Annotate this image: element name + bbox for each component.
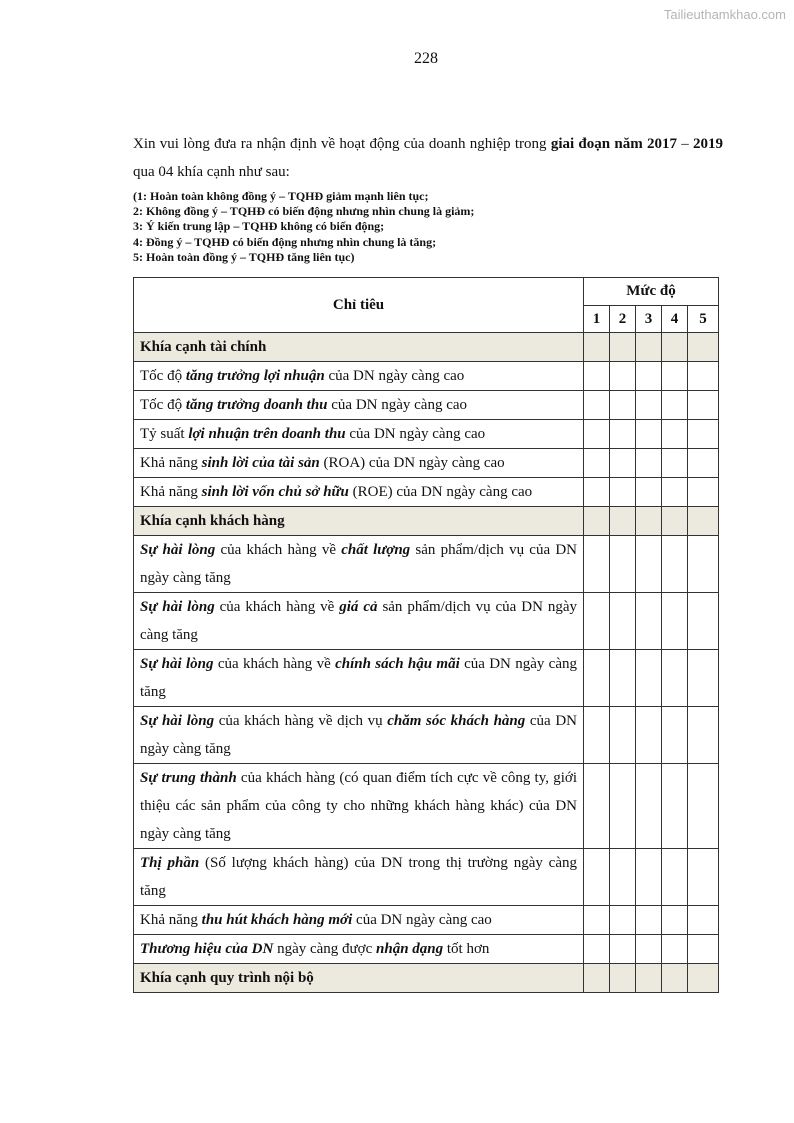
table-row (134, 362, 719, 391)
criterion-text: Sự hài lòng của khách hàng về giá cả sản phẩm/dịch vụ của DN ngày càng tăng (134, 593, 584, 650)
rating-cell[interactable] (636, 764, 662, 849)
criterion-text: Sự hài lòng của khách hàng về chính sách hậu mãi của DN ngày càng tăng (134, 650, 584, 707)
criterion-text: Khả năng sinh lời vốn chủ sở hữu (ROE) của DN ngày càng cao (134, 478, 584, 507)
rating-cell[interactable] (662, 536, 688, 593)
rating-cell[interactable] (636, 650, 662, 707)
rating-cell[interactable] (688, 507, 719, 536)
rating-cell[interactable] (662, 420, 688, 449)
table-row (134, 536, 719, 593)
rating-cell[interactable] (584, 478, 610, 507)
rating-cell[interactable] (662, 906, 688, 935)
survey-table (133, 277, 719, 993)
rating-legend (133, 189, 723, 265)
rating-cell[interactable] (662, 478, 688, 507)
level-3-header: 3 (636, 306, 662, 333)
criterion-text: Sự hài lòng của khách hàng về dịch vụ chăm sóc khách hàng của DN ngày càng tăng (134, 707, 584, 764)
table-row (134, 420, 719, 449)
rating-cell[interactable] (636, 391, 662, 420)
rating-cell[interactable] (610, 650, 636, 707)
rating-cell[interactable] (610, 964, 636, 993)
table-row (134, 906, 719, 935)
rating-cell[interactable] (584, 333, 610, 362)
section-title: Khía cạnh khách hàng (134, 507, 584, 536)
level-5-header: 5 (688, 306, 719, 333)
rating-cell[interactable] (688, 478, 719, 507)
table-row (134, 764, 719, 849)
rating-cell[interactable] (584, 849, 610, 906)
rating-cell[interactable] (636, 478, 662, 507)
rating-cell[interactable] (610, 507, 636, 536)
table-row (134, 478, 719, 507)
legend-line: 3: Ý kiến trung lập – TQHĐ không có biến động; (133, 219, 385, 234)
legend-line: 2: Không đồng ý – TQHĐ có biến động nhưng nhìn chung là giảm; (133, 204, 475, 219)
rating-cell[interactable] (584, 536, 610, 593)
rating-cell[interactable] (636, 935, 662, 964)
criterion-text: Khả năng thu hút khách hàng mới của DN ngày càng cao (134, 906, 584, 935)
level-2-header: 2 (610, 306, 636, 333)
level-4-header: 4 (662, 306, 688, 333)
table-row (134, 849, 719, 906)
criterion-text: Sự hài lòng của khách hàng về chất lượng sản phẩm/dịch vụ của DN ngày càng tăng (134, 536, 584, 593)
rating-cell[interactable] (662, 764, 688, 849)
rating-cell[interactable] (636, 707, 662, 764)
section-row-customer (134, 507, 719, 536)
rating-cell[interactable] (584, 507, 610, 536)
rating-cell[interactable] (610, 391, 636, 420)
rating-cell[interactable] (584, 935, 610, 964)
rating-cell[interactable] (636, 449, 662, 478)
rating-cell[interactable] (688, 420, 719, 449)
rating-cell[interactable] (636, 507, 662, 536)
page-number: 228 (414, 50, 438, 67)
rating-cell[interactable] (636, 906, 662, 935)
rating-cell[interactable] (662, 707, 688, 764)
legend-line: 4: Đồng ý – TQHĐ có biến động nhưng nhìn chung là tăng; (133, 234, 437, 249)
criterion-text: Thương hiệu của DN ngày càng được nhận dạng tốt hơn (134, 935, 584, 964)
intro-paragraph: Xin vui lòng đưa ra nhận định về hoạt động của doanh nghiệp trong giai đoạn năm 2017 – 2019 qua 04 khía cạnh như sau: (133, 136, 724, 180)
rating-cell[interactable] (610, 362, 636, 391)
rating-cell[interactable] (610, 935, 636, 964)
rating-cell[interactable] (662, 391, 688, 420)
rating-cell[interactable] (662, 964, 688, 993)
section-row-process (134, 964, 719, 993)
rating-cell[interactable] (636, 849, 662, 906)
rating-cell[interactable] (662, 593, 688, 650)
rating-cell[interactable] (662, 650, 688, 707)
header-criteria: Chỉ tiêu (134, 278, 584, 333)
rating-cell[interactable] (584, 449, 610, 478)
rating-cell[interactable] (610, 449, 636, 478)
header-level: Mức độ (584, 278, 719, 306)
rating-cell[interactable] (636, 420, 662, 449)
rating-cell[interactable] (688, 362, 719, 391)
rating-cell[interactable] (584, 964, 610, 993)
rating-cell[interactable] (610, 707, 636, 764)
rating-cell[interactable] (610, 906, 636, 935)
rating-cell[interactable] (610, 420, 636, 449)
table-row (134, 650, 719, 707)
rating-cell[interactable] (636, 964, 662, 993)
rating-cell[interactable] (662, 362, 688, 391)
rating-cell[interactable] (636, 333, 662, 362)
criterion-text: Khả năng sinh lời của tài sản (ROA) của DN ngày càng cao (134, 449, 584, 478)
rating-cell[interactable] (662, 449, 688, 478)
rating-cell[interactable] (662, 507, 688, 536)
criterion-text: Tỷ suất lợi nhuận trên doanh thu của DN ngày càng cao (134, 420, 584, 449)
rating-cell[interactable] (610, 593, 636, 650)
rating-cell[interactable] (688, 849, 719, 906)
legend-line: 5: Hoàn toàn đồng ý – TQHĐ tăng liên tục) (133, 249, 355, 264)
criterion-text: Tốc độ tăng trưởng lợi nhuận của DN ngày càng cao (134, 362, 584, 391)
rating-cell[interactable] (636, 593, 662, 650)
rating-cell[interactable] (610, 333, 636, 362)
rating-cell[interactable] (584, 420, 610, 449)
legend-line: (1: Hoàn toàn không đồng ý – TQHĐ giảm mạnh liên tục; (133, 189, 429, 203)
rating-cell[interactable] (610, 764, 636, 849)
rating-cell[interactable] (662, 935, 688, 964)
table-row (134, 707, 719, 764)
rating-cell[interactable] (688, 764, 719, 849)
rating-cell[interactable] (688, 906, 719, 935)
rating-cell[interactable] (688, 707, 719, 764)
rating-cell[interactable] (584, 764, 610, 849)
criterion-text: Thị phần (Số lượng khách hàng) của DN trong thị trường ngày càng tăng (134, 849, 584, 906)
rating-cell[interactable] (584, 593, 610, 650)
criterion-text: Sự trung thành của khách hàng (có quan điểm tích cực về công ty, giới thiệu các sản phẩm của công ty cho những khách hàng khác) của DN ngày càng tăng (134, 764, 584, 849)
rating-cell[interactable] (688, 536, 719, 593)
section-title: Khía cạnh tài chính (134, 333, 584, 362)
table-row (134, 449, 719, 478)
rating-cell[interactable] (688, 650, 719, 707)
rating-cell[interactable] (610, 536, 636, 593)
table-row (134, 391, 719, 420)
rating-cell[interactable] (688, 333, 719, 362)
table-row (134, 593, 719, 650)
criterion-text: Tốc độ tăng trưởng doanh thu của DN ngày càng cao (134, 391, 584, 420)
rating-cell[interactable] (584, 362, 610, 391)
level-1-header: 1 (584, 306, 610, 333)
rating-cell[interactable] (688, 391, 719, 420)
rating-cell[interactable] (636, 362, 662, 391)
rating-cell[interactable] (662, 849, 688, 906)
watermark: Tailieuthamkhao.com (663, 7, 786, 22)
rating-cell[interactable] (688, 935, 719, 964)
rating-cell[interactable] (584, 707, 610, 764)
section-row-finance (134, 333, 719, 362)
rating-cell[interactable] (610, 849, 636, 906)
rating-cell[interactable] (688, 964, 719, 993)
rating-cell[interactable] (584, 391, 610, 420)
rating-cell[interactable] (636, 536, 662, 593)
rating-cell[interactable] (688, 593, 719, 650)
rating-cell[interactable] (610, 478, 636, 507)
rating-cell[interactable] (688, 449, 719, 478)
rating-cell[interactable] (662, 333, 688, 362)
rating-cell[interactable] (584, 650, 610, 707)
section-title: Khía cạnh quy trình nội bộ (134, 964, 584, 993)
rating-cell[interactable] (584, 906, 610, 935)
table-row (134, 935, 719, 964)
